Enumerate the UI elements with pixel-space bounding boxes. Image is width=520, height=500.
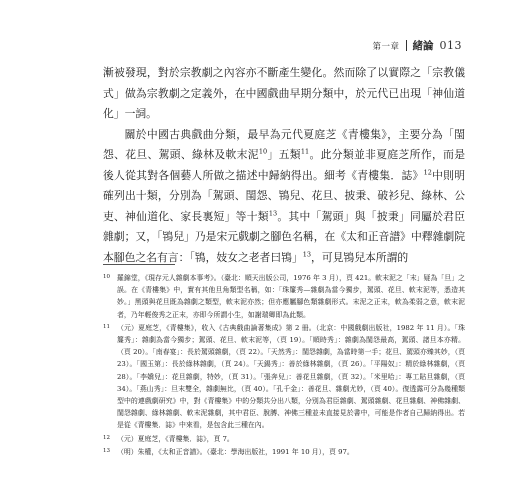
footnote-number: 11 [103, 323, 110, 330]
paragraph-2-part-f: ，可見鴇兒本所謂的 [311, 250, 409, 264]
footnote-text: （元）夏庭芝，《青樓集．誌》，頁 7。 [117, 434, 234, 443]
footnote-number: 10 [103, 274, 110, 280]
footnote-ref-11[interactable]: 11 [300, 147, 310, 156]
footnote-text: （元）夏庭芝，《青樓集》，收入《古典戲曲論著集成》第 2 冊。（北京：中國戲劇出版社，1982 年 11 月）。「珠簾秀」：雜劇為當今獨步；駕頭、花旦、軟末泥等，（頁 19）。「順時秀」：雜劇為閨怨最高，駕頭、諸旦本亦精。（頁 20）。「南春宴」：長於駕頭雜劇，（頁 22）。「天然秀」：閨怨雜劇，為當時第一手；花旦、駕頭亦臻其妙，（頁 23）。「國玉第」：長於綠林雜劇，（頁 24）。「天錫秀」：善於綠林雜劇，（頁 26）。「平陽奴」：精於綠林雜劇，（頁 28）。「李嬌兒」：花旦雜劇，特妙，（頁 31）。「張奔兒」：善花旦雜劇，（頁 32）。「米里哈」：專工貼旦雜劇，（頁 34）。「燕山秀」：旦末雙全，雜劇無比，（頁 40）。「孔千金」：善花旦、雜劇尤妙，（頁 40）。復透露可分為幾種類型中的連戲劇研究》中，對《青樓集》中的分類共分出八類，分別為君臣雜劇、駕頭雜劇、花旦雜劇、神佛雜劇、閨怨雜劇、綠林雜劇、軟末泥雜劇，其中君臣、脫膊、神佛三種並未直接見於書中，可能是作者自己歸納得出。若是從《青樓集．誌》中來看，是包含此三種在內。 [117, 323, 465, 430]
footnote-ref-10[interactable]: 10 [258, 147, 268, 156]
paragraph-2-part-c: 。此分類並非夏庭芝所作，而是後人從其對各個藝人所做之描述中歸納得出。細考《青樓集．誌》 [103, 148, 466, 182]
running-header [372, 38, 462, 53]
main-text [103, 63, 465, 268]
footnotes [103, 272, 465, 459]
paragraph-2-part-e: 。其中「駕頭」與「披秉」同屬於君臣雜劇；又，「鴇兒」乃是宋元戲劇之腳色名稱，在《太和正音譜》中釋雜劇院本腳色之名有言：「鴇，妓女之老者曰鴇」 [103, 209, 466, 264]
paragraph-2-part-b: 」五類 [267, 148, 301, 161]
footnote-ref-12[interactable]: 12 [423, 167, 432, 176]
footnote-text: 羅錦堂，《現存元人雜劇本事考》。（臺北：順天出版公司，1976 年 3 月），頁 421。軟末泥之「末」疑為「旦」之誤。在《青樓集》中，實有其他旦角類型名稱，如：「珠簾秀—雜劇為當今獨步，駕頭、花旦、軟末泥等，悉造其妙。」黑頭與花旦既為雜劇之類型，軟末泥亦然；但亦應屬腳色類雜劇形式。末泥之正末，軟為柔弱之意，軟末泥者，乃年輕俊秀之正末，亦即今所謂小生，如謝瑞卿即為此類。 [117, 274, 465, 319]
paragraph-2 [103, 125, 465, 269]
footnote-separator [103, 264, 175, 265]
page-number: 013 [439, 39, 462, 52]
footnote-ref-13b[interactable]: 13 [302, 249, 312, 258]
footnote-text: （明）朱權，《太和正音譜》。（臺北：學海出版社，1991 年 10 月），頁 97。 [117, 447, 354, 456]
footnote-item [103, 433, 465, 445]
header-divider [406, 40, 407, 51]
footnote-number: 12 [103, 434, 110, 441]
chapter-label: 第一章 [372, 41, 400, 52]
footnote-number: 13 [103, 447, 110, 454]
paragraph-1: 漸被發現，對於宗教劇之內容亦不斷產生變化。然而除了以實際之「宗教儀式」做為宗教劇之定義外，在中國戲曲早期分類中，於元代已出現「神仙道化」一詞。 [103, 66, 465, 120]
footnote-item [103, 446, 465, 458]
footnote-item [103, 272, 465, 321]
footnote-ref-13[interactable]: 13 [268, 208, 278, 217]
paragraph-2-part-a: 關於中國古典戲曲分類，最早為元代夏庭芝《青樓集》，主要分為「閨怨、花旦、駕頭、綠林及軟末泥 [103, 127, 465, 161]
footnote-item [103, 322, 465, 432]
paragraph-2-part-d: 中則明確列出十類，分別為「駕頭、閨怨、鴇兒、花旦、披秉、破衫兒、綠林、公吏、神仙道化、家長裏短」等十類 [103, 168, 466, 223]
section-title: 緒論 [412, 40, 434, 52]
